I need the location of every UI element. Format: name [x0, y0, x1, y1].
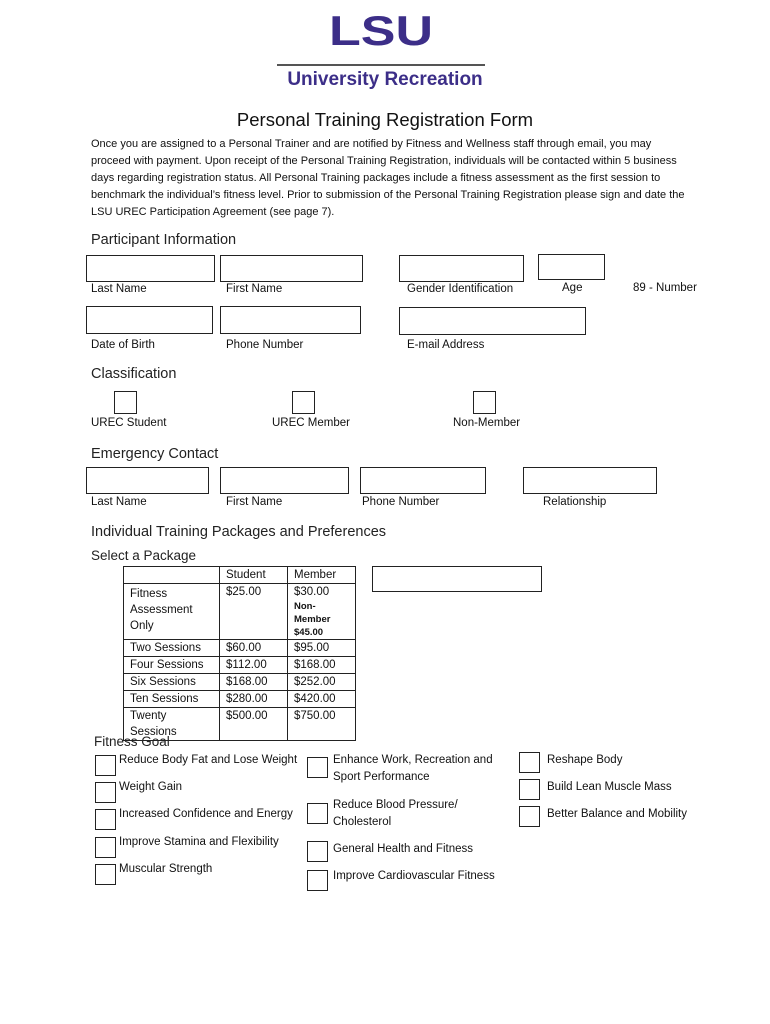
- goal-stamina-label: Improve Stamina and Flexibility: [119, 836, 279, 848]
- urec-student-checkbox[interactable]: [114, 391, 137, 414]
- goal-muscular-strength-checkbox[interactable]: [95, 864, 116, 885]
- goal-cardio-label: Improve Cardiovascular Fitness: [333, 870, 495, 882]
- age-field[interactable]: [538, 254, 605, 280]
- goal-confidence-checkbox[interactable]: [95, 809, 116, 830]
- package-student-price: $25.00: [220, 584, 288, 640]
- package-member-price: $420.00: [288, 691, 356, 708]
- non-member-checkbox[interactable]: [473, 391, 496, 414]
- goal-weight-gain-checkbox[interactable]: [95, 782, 116, 803]
- package-name: Twenty Sessions: [124, 708, 220, 741]
- urec-student-label: UREC Student: [91, 417, 167, 429]
- package-member-price: $95.00: [288, 640, 356, 657]
- package-student-price: $500.00: [220, 708, 288, 741]
- goal-reduce-body-fat-label: Reduce Body Fat and Lose Weight: [119, 754, 298, 766]
- emergency-last-name-field[interactable]: [86, 467, 209, 494]
- non-member-price: $45.00: [294, 627, 324, 638]
- packages-heading: Individual Training Packages and Preferences: [91, 524, 387, 540]
- goal-balance-label: Better Balance and Mobility: [547, 808, 687, 820]
- non-member-label: Non-Member: [453, 417, 521, 429]
- goal-general-health-checkbox[interactable]: [307, 841, 328, 862]
- email-label: E-mail Address: [407, 339, 485, 351]
- participant-heading: Participant Information: [91, 232, 237, 248]
- goal-blood-pressure-checkbox[interactable]: [307, 803, 328, 824]
- phone-field[interactable]: [220, 306, 361, 334]
- emergency-phone-label: Phone Number: [362, 496, 440, 508]
- fitness-goal-heading: Fitness Goal: [94, 734, 170, 749]
- header-student: Student: [220, 567, 288, 584]
- package-member-price: $168.00: [288, 657, 356, 674]
- package-name: Two Sessions: [124, 640, 220, 657]
- goal-stamina-checkbox[interactable]: [95, 837, 116, 858]
- gender-label: Gender Identification: [407, 283, 514, 295]
- header-blank: [124, 567, 220, 584]
- table-header-row: [124, 567, 356, 584]
- package-name: Fitness Assessment Only: [124, 584, 220, 640]
- goal-reduce-body-fat-checkbox[interactable]: [95, 755, 116, 776]
- header-member: Member: [288, 567, 356, 584]
- emergency-first-name-label: First Name: [226, 496, 283, 508]
- package-table: [123, 566, 356, 741]
- dob-field[interactable]: [86, 306, 213, 334]
- table-row[interactable]: [124, 691, 356, 708]
- age-note: 89 - Number: [633, 282, 697, 294]
- package-member-price: $750.00: [288, 708, 356, 741]
- email-field[interactable]: [399, 307, 586, 335]
- member-price: $30.00: [294, 586, 330, 598]
- relationship-field[interactable]: [523, 467, 657, 494]
- goal-enhance-work-label: Enhance Work, Recreation and Sport Performance: [333, 754, 493, 783]
- dob-label: Date of Birth: [91, 339, 155, 351]
- goal-reshape-body-checkbox[interactable]: [519, 752, 540, 773]
- logo-divider: [277, 64, 485, 66]
- logo-text: LSU: [329, 12, 433, 50]
- package-selection-field[interactable]: [372, 566, 542, 592]
- package-member-price: [288, 584, 356, 640]
- participant-first-name-field[interactable]: [220, 255, 363, 282]
- emergency-first-name-field[interactable]: [220, 467, 349, 494]
- goal-balance-checkbox[interactable]: [519, 806, 540, 827]
- participant-last-name-field[interactable]: [86, 255, 215, 282]
- participant-first-name-label: First Name: [226, 283, 283, 295]
- package-name: Four Sessions: [124, 657, 220, 674]
- goal-reshape-body-label: Reshape Body: [547, 754, 623, 766]
- subtitle: University Recreation: [287, 69, 483, 90]
- goal-lean-muscle-label: Build Lean Muscle Mass: [547, 781, 672, 793]
- non-member-price-label: Non-Member: [294, 601, 331, 625]
- intro-text: Once you are assigned to a Personal Trainer and are notified by Fitness and Wellness staff through email, you may proceed with payment. Upon receipt of the Personal Training Registration, individuals will be contacted within 5 business days regarding registration status. All Personal Training packages include a fitness assessment as the first session to benchmark the individual’s fitness level. Prior to submission of the Personal Training Registration please sign and date the LSU UREC Participation Agreement (see page 7).: [91, 138, 685, 218]
- urec-member-checkbox[interactable]: [292, 391, 315, 414]
- goal-weight-gain-label: Weight Gain: [119, 781, 183, 793]
- participant-last-name-label: Last Name: [91, 283, 147, 295]
- goal-muscular-strength-label: Muscular Strength: [119, 863, 213, 875]
- goal-general-health-label: General Health and Fitness: [333, 843, 473, 855]
- form-title: Personal Training Registration Form: [236, 109, 534, 130]
- emergency-phone-field[interactable]: [360, 467, 486, 494]
- package-student-price: $168.00: [220, 674, 288, 691]
- emergency-heading: Emergency Contact: [91, 446, 219, 462]
- table-row[interactable]: [124, 674, 356, 691]
- goal-confidence-label: Increased Confidence and Energy: [119, 808, 293, 820]
- classification-heading: Classification: [91, 366, 177, 382]
- package-student-price: $112.00: [220, 657, 288, 674]
- age-label: Age: [562, 282, 583, 294]
- table-row[interactable]: [124, 640, 356, 657]
- goal-blood-pressure-label: Reduce Blood Pressure/ Cholesterol: [333, 799, 458, 828]
- urec-member-label: UREC Member: [272, 417, 350, 429]
- goal-lean-muscle-checkbox[interactable]: [519, 779, 540, 800]
- table-row[interactable]: [124, 657, 356, 674]
- package-name: Six Sessions: [124, 674, 220, 691]
- package-student-price: $60.00: [220, 640, 288, 657]
- package-student-price: $280.00: [220, 691, 288, 708]
- lsu-logo: [328, 12, 434, 50]
- table-row[interactable]: [124, 584, 356, 640]
- package-member-price: $252.00: [288, 674, 356, 691]
- gender-field[interactable]: [399, 255, 524, 282]
- goal-enhance-work-checkbox[interactable]: [307, 757, 328, 778]
- emergency-last-name-label: Last Name: [91, 496, 147, 508]
- select-package-label: Select a Package: [91, 548, 197, 563]
- goal-cardio-checkbox[interactable]: [307, 870, 328, 891]
- phone-label: Phone Number: [226, 339, 304, 351]
- relationship-label: Relationship: [543, 496, 607, 508]
- package-name: Ten Sessions: [124, 691, 220, 708]
